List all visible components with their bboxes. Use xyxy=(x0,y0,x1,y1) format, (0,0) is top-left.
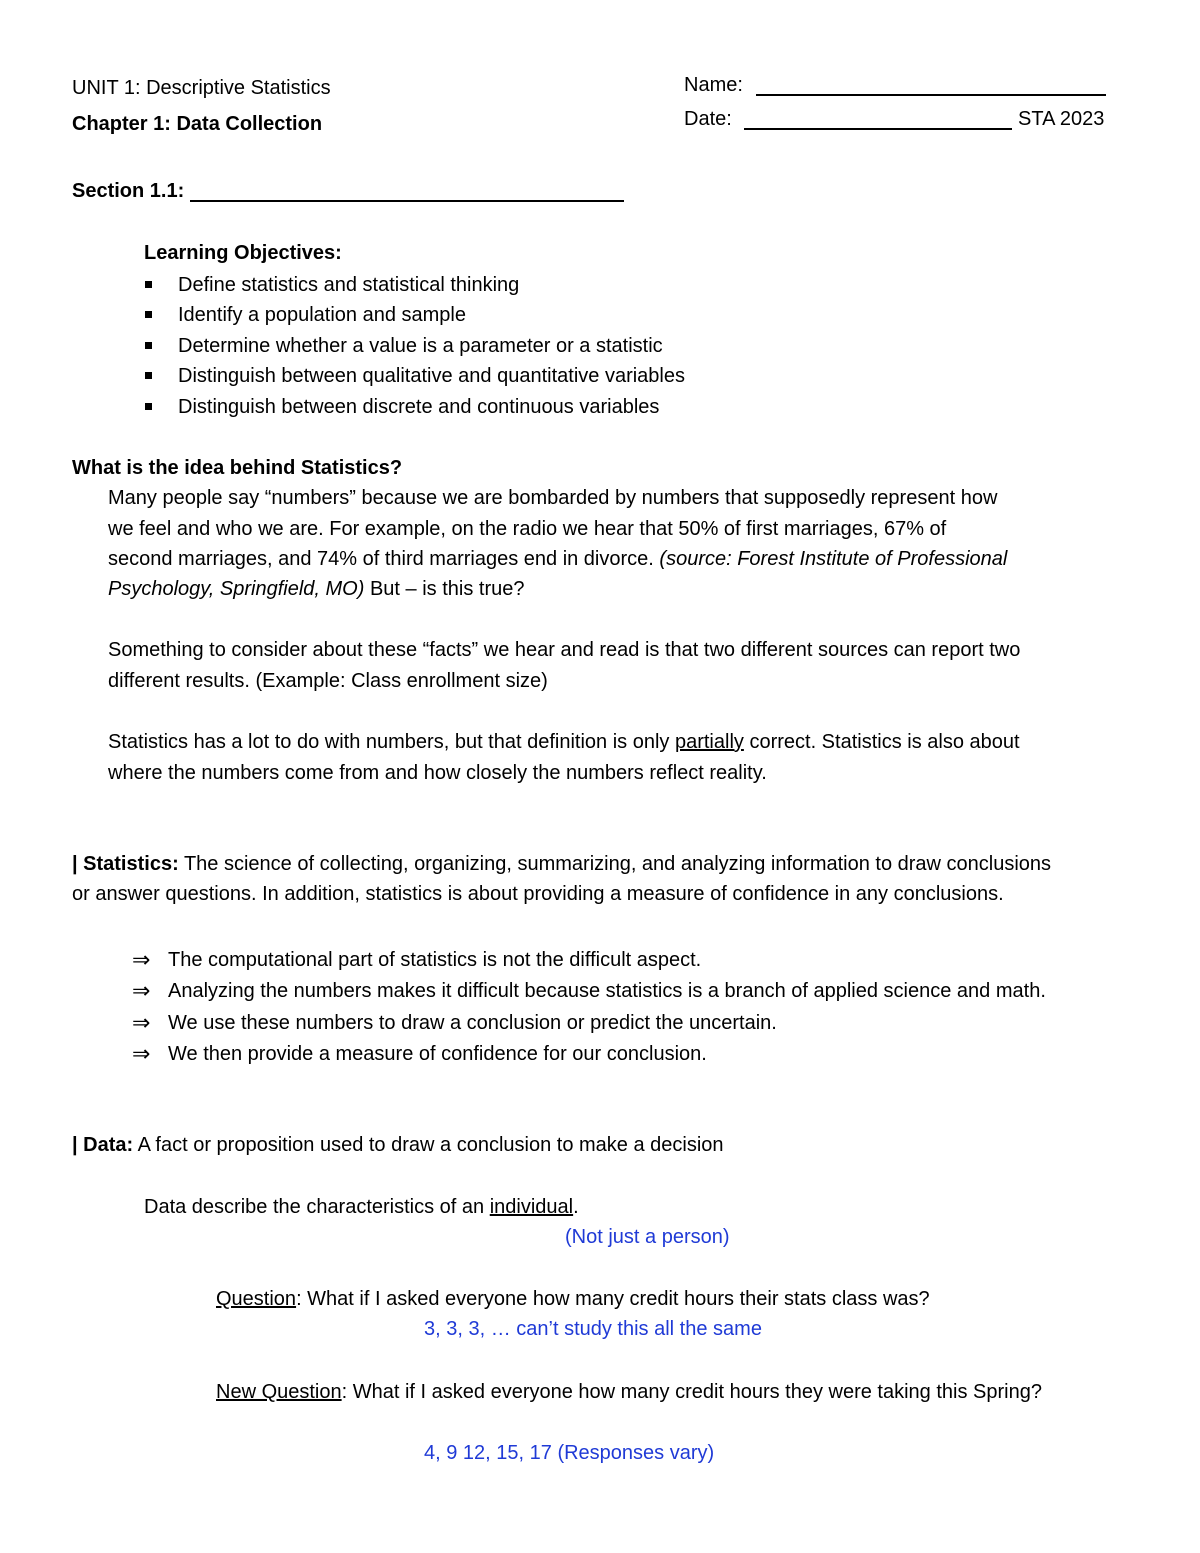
square-bullet-icon xyxy=(145,311,152,318)
numbers-paragraph-line xyxy=(108,730,1020,754)
data-describe-line xyxy=(144,1195,579,1219)
objective-item: Determine whether a value is a parameter or a statistic xyxy=(178,335,663,357)
chapter-title: Chapter 1: Data Collection xyxy=(72,113,323,135)
objective-item: Distinguish between discrete and continuous variables xyxy=(178,396,660,418)
square-bullet-icon xyxy=(145,403,152,410)
name-blank-line xyxy=(756,94,1106,96)
date-label: Date: xyxy=(684,108,732,130)
statistics-point: The computational part of statistics is not the difficult aspect. xyxy=(168,949,702,971)
statistics-term: | Statistics: xyxy=(72,853,179,875)
individual-underlined: individual xyxy=(489,1196,574,1218)
implies-arrow-icon: ⇒ xyxy=(132,1041,151,1066)
new-question-answer: 4, 9 12, 15, 17 (Responses vary) xyxy=(424,1442,715,1464)
objective-item: Distinguish between qualitative and quantitative variables xyxy=(178,365,685,387)
square-bullet-icon xyxy=(145,342,152,349)
data-describe-text: Data describe the characteristics of an xyxy=(144,1196,490,1218)
course-code: STA 2023 xyxy=(1018,108,1105,130)
unit-title: UNIT 1: Descriptive Statistics xyxy=(72,77,331,99)
question-line xyxy=(216,1287,930,1311)
data-describe-text: . xyxy=(573,1196,579,1218)
new-question-text: : What if I asked everyone how many credit hours they were taking this Spring? xyxy=(341,1381,1042,1403)
idea-heading: What is the idea behind Statistics? xyxy=(72,457,403,479)
idea-paragraph-line: Many people say “numbers” because we are bombarded by numbers that supposedly represent how xyxy=(108,487,998,509)
statistics-point: We then provide a measure of confidence for our conclusion. xyxy=(168,1043,707,1065)
statistics-definition-line: or answer questions. In addition, statistics is about providing a measure of confidence in any conclusions. xyxy=(72,883,1004,905)
data-definition: A fact or proposition used to draw a conclusion to make a decision xyxy=(133,1134,724,1156)
source-citation: (source: Forest Institute of Professional xyxy=(659,548,1008,570)
section-blank-line xyxy=(190,200,624,202)
statistics-definition-line xyxy=(72,852,1051,876)
idea-text: But – is this true? xyxy=(364,578,525,600)
question-label: Question xyxy=(216,1288,297,1310)
idea-paragraph-line xyxy=(108,577,524,601)
idea-paragraph-line xyxy=(108,547,1007,571)
facts-paragraph-line: different results. (Example: Class enrollment size) xyxy=(108,670,548,692)
numbers-text: correct. Statistics is also about xyxy=(743,731,1020,753)
question-answer: 3, 3, 3, … can’t study this all the same xyxy=(424,1318,762,1340)
data-definition-line xyxy=(72,1133,724,1157)
idea-text: second marriages, and 74% of third marriages end in divorce. xyxy=(108,548,660,570)
numbers-text: Statistics has a lot to do with numbers, but that definition is only xyxy=(108,731,675,753)
statistics-definition: The science of collecting, organizing, summarizing, and analyzing information to draw conclusions xyxy=(178,853,1052,875)
not-just-person-note: (Not just a person) xyxy=(565,1226,730,1248)
implies-arrow-icon: ⇒ xyxy=(132,978,151,1003)
new-question-line xyxy=(216,1380,1042,1404)
partially-underlined: partially xyxy=(674,731,744,753)
statistics-point: We use these numbers to draw a conclusion or predict the uncertain. xyxy=(168,1012,777,1034)
square-bullet-icon xyxy=(145,372,152,379)
question-text: : What if I asked everyone how many credit hours their stats class was? xyxy=(296,1288,930,1310)
objectives-heading: Learning Objectives: xyxy=(144,242,342,264)
facts-paragraph-line: Something to consider about these “facts” we hear and read is that two different sources can report two xyxy=(108,639,1021,661)
data-term: | Data: xyxy=(72,1134,134,1156)
name-label: Name: xyxy=(684,74,743,96)
implies-arrow-icon: ⇒ xyxy=(132,947,151,972)
idea-paragraph-line: we feel and who we are. For example, on the radio we hear that 50% of first marriages, 67% of xyxy=(108,518,947,540)
source-citation: Psychology, Springfield, MO) xyxy=(108,578,365,600)
objective-item: Identify a population and sample xyxy=(178,304,466,326)
implies-arrow-icon: ⇒ xyxy=(132,1010,151,1035)
section-label: Section 1.1: xyxy=(72,180,185,202)
square-bullet-icon xyxy=(145,281,152,288)
objective-item: Define statistics and statistical thinking xyxy=(178,274,520,296)
date-blank-line xyxy=(744,128,1012,130)
numbers-paragraph-line: where the numbers come from and how closely the numbers reflect reality. xyxy=(108,762,767,784)
new-question-label: New Question xyxy=(216,1381,342,1403)
statistics-point: Analyzing the numbers makes it difficult because statistics is a branch of applied science and math. xyxy=(168,980,1046,1002)
